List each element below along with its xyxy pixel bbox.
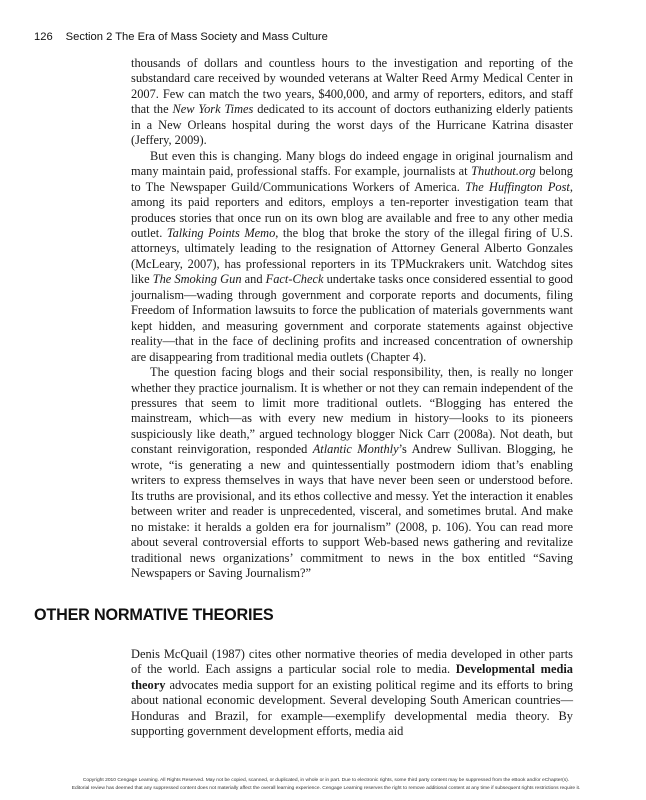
text-run: , among its paid reporters and editors, employs a ten-reporter investigation team that produces stories that once run on its own blog are available and free to any other media outlet.: [131, 179, 573, 240]
main-text-continued: [131, 647, 573, 740]
italic-title: The Smoking Gun: [152, 272, 242, 287]
paragraph-2: [131, 149, 573, 365]
footer-line-2: Editorial review has deemed that any suppressed content does not materially affect the overall learning experience. Cengage Learning reserves the right to remove additional content at any time if subsequent rights restrictions require it.: [71, 786, 581, 791]
running-header: [34, 31, 328, 43]
italic-title: New York Times: [172, 102, 254, 117]
key-term: Developmental media theory: [131, 662, 573, 692]
paragraph-1: [131, 56, 573, 149]
text-run: undertake tasks once considered essential to good journalism—wading through government and corporate reports and documents, filing Freedom of Information lawsuits to force the publication of materials governments want kept hidden, and measuring government and corporate statements against objective reality—that in the face of declining profits and increased concentration of ownership are disappearing from traditional media outlets (Chapter 4).: [131, 272, 574, 364]
footer-line-1: Copyright 2010 Cengage Learning. All Rights Reserved. May not be copied, scanned, or duplicated, in whole or in part. Due to electronic rights, some third party content may be suppressed from the eBook and/or eChapter(s).: [82, 778, 570, 783]
paragraph-4: [131, 647, 573, 740]
italic-title: Thuthout.org: [471, 164, 536, 179]
running-title: Section 2 The Era of Mass Society and Mass Culture: [65, 31, 328, 43]
text-run: The question facing blogs and their social responsibility, then, is really no longer whether they practice journalism. It is whether or not they can remain independent of the pressures that seem to limit more traditional outlets. “Blogging has entered the mainstream, which—as with every new medium in history—looks to its pioneers suspiciously like death,” argued technology blogger Nick Carr (2008a). Not death, but constant reinvigoration, responded: [131, 365, 573, 457]
text-run: , the blog that broke the story of the illegal firing of U.S. attorneys, ultimately leading to the resignation of Attorney General Alberto Gonzales (McLeary, 2007), has professional reporters in its TPMuckrakers unit. Watchdog sites like: [131, 225, 573, 287]
text-run: ’s Andrew Sullivan. Blogging, he wrote, “is generating a new and quintessentially postmodern idiom that’s enabling writers to express themselves in ways that have never been seen or understood before. Its truths are provisional, and its ethos collective and messy. Yet the interaction it enables between writer and reader is unprecedented, visceral, and sometimes brutal. And make no mistake: it heralds a golden era for journalism” (2008, p. 106). You can read more about several controversial efforts to support Web-based news gathering and revitalize traditional news organizations’ commitment to news in the box entitled “Saving Newspapers or Saving Journalism?”: [131, 442, 573, 580]
italic-title: Atlantic Monthly: [312, 442, 399, 457]
section-heading: OTHER NORMATIVE THEORIES: [34, 606, 274, 624]
text-run: dedicated to its account of doctors euthanizing elderly patients in a New Orleans hospital during the worst days of the Hurricane Katrina disaster (Jeffery, 2009).: [131, 102, 573, 148]
text-run: belong to The Newspaper Guild/Communications Workers of America.: [131, 164, 573, 194]
text-run: advocates media support for an existing political regime and its efforts to bring about national economic development. Several developing South American countries—Honduras and Brazil, for example—exemplify developmental media theory. By supporting government development efforts, media aid: [131, 677, 573, 739]
paragraph-3: [131, 365, 573, 581]
text-run: thousands of dollars and countless hours to the investigation and reporting of the substandard care received by wounded veterans at Walter Reed Army Medical Center in 2007. Few can match the two years, $400,000, and army of reporters, editors, and staff that the: [131, 56, 573, 117]
italic-title: Talking Points Memo: [166, 225, 276, 240]
text-run: and: [241, 272, 266, 287]
main-text: [131, 56, 573, 581]
italic-title: The Huffington Post: [465, 179, 570, 194]
copyright-footer: [8, 777, 644, 793]
page-number: 126: [34, 31, 53, 43]
text-run: But even this is changing. Many blogs do indeed engage in original journalism and many maintain paid, professional staffs. For example, journalists at: [131, 148, 573, 179]
text-run: Denis McQuail (1987) cites other normative theories of media developed in other parts of the world. Each assigns a particular social role to media.: [131, 647, 573, 677]
italic-title: Fact-Check: [265, 272, 324, 287]
